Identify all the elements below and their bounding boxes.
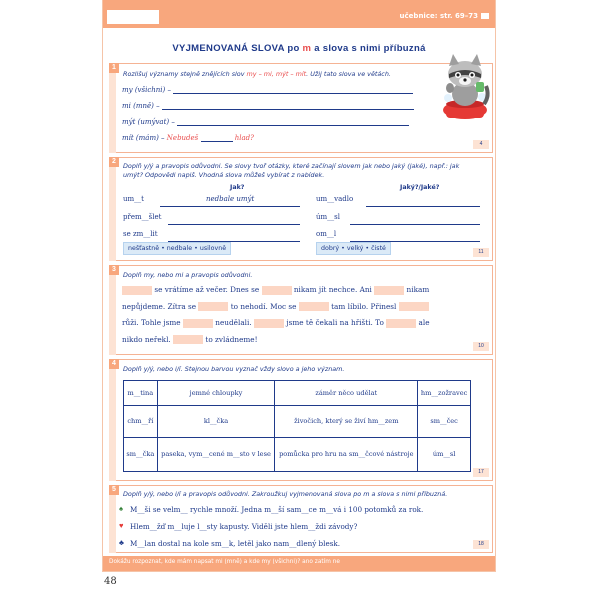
fill-blank[interactable] xyxy=(399,302,429,311)
fill-blank[interactable] xyxy=(183,319,213,328)
answer-line[interactable]: mít (mám) – Nebudeš hlad? xyxy=(122,134,254,142)
points-box: 11 xyxy=(473,248,489,257)
table-cell[interactable]: hm__zožravec xyxy=(418,381,471,406)
header-bar xyxy=(103,0,495,28)
exercise-2 xyxy=(109,157,493,261)
fill-blank[interactable] xyxy=(262,286,292,295)
club-icon: ♣ xyxy=(119,538,124,547)
exercise-3 xyxy=(109,265,493,355)
points-box: 4 xyxy=(473,140,489,149)
points-box: 10 xyxy=(473,342,489,351)
answer-line[interactable]: mi (mně) – xyxy=(122,102,414,110)
fill-blank[interactable] xyxy=(299,302,329,311)
word-to-fill[interactable]: um__t xyxy=(123,195,144,203)
table-cell[interactable]: m__tina xyxy=(124,381,158,406)
sentence[interactable]: M__ši se velm__ rychle množí. Jedna m__ší sam__ce m__vá i 100 potomků za rok. xyxy=(130,505,424,514)
table-cell[interactable]: jemné chloupky xyxy=(157,381,275,406)
page-number: 48 xyxy=(104,576,117,587)
exercise-instruction: Doplň my, nebo mi a pravopis odůvodni. xyxy=(123,271,253,279)
answer-line[interactable]: mýt (umývat) – xyxy=(122,118,409,126)
heart-icon: ♥ xyxy=(119,521,124,530)
hint-options-right: dobrý • velký • čisté xyxy=(316,242,391,255)
word-to-fill[interactable]: se zm__lit xyxy=(123,230,158,238)
question-jak: Jak? xyxy=(230,184,245,191)
question-jaky: Jaký?/Jaké? xyxy=(400,184,440,191)
word-to-fill[interactable]: um__vadlo xyxy=(316,195,354,203)
table-cell[interactable]: paseka, vym__cené m__sto v lese xyxy=(157,438,275,472)
sentence[interactable]: Hlem__žď m__luje l__sty kapusty. Viděli jste hlem__ždi závody? xyxy=(130,522,358,531)
textbook-reference: učebnice: str. 69–73 xyxy=(400,12,489,20)
table-cell[interactable]: úm__sl xyxy=(418,438,471,472)
word-meaning-table xyxy=(123,380,471,472)
workbook-page xyxy=(102,0,496,572)
table-cell[interactable]: sm__čka xyxy=(124,438,158,472)
table-cell[interactable]: pomůcka pro hru na sm__čcové nástroje xyxy=(275,438,418,472)
fill-blank[interactable] xyxy=(122,286,152,295)
exercise-number: 5 xyxy=(109,485,119,495)
header-tab xyxy=(107,10,159,24)
exercise-number: 2 xyxy=(109,157,119,167)
exercise-4 xyxy=(109,359,493,481)
exercise-number: 1 xyxy=(109,63,119,73)
exercise-5 xyxy=(109,485,493,553)
raccoon-illustration xyxy=(436,52,494,124)
points-box: 18 xyxy=(473,540,489,549)
table-cell[interactable]: živočich, který se živí hm__zem xyxy=(275,406,418,438)
book-icon xyxy=(481,13,489,19)
table-cell[interactable]: chm__ří xyxy=(124,406,158,438)
hint-options-left: nešťastně • nedbale • usilovně xyxy=(123,242,231,255)
table-cell[interactable]: kl__čka xyxy=(157,406,275,438)
table-cell[interactable]: záměr něco udělat xyxy=(275,381,418,406)
exercise-instruction: Doplň y/ý, nebo i/í. Stejnou barvou vyznač vždy slovo a jeho význam. xyxy=(123,365,345,373)
example-answer: nedbale umýt xyxy=(206,195,255,203)
sentence[interactable]: M__lan dostal na kole sm__k, letěl jako nam__dlený blesk. xyxy=(130,539,341,548)
spade-icon: ♠ xyxy=(119,504,123,513)
fill-blank[interactable] xyxy=(374,286,404,295)
points-box: 17 xyxy=(473,468,489,477)
self-check-footer xyxy=(103,556,495,571)
fill-paragraph: se vrátíme až večer. Dnes se nikam jít nechce. Ani nikam nepůjdeme. Zítra se to nehodí. Moc se tam líbilo. Přinesl růži. Tohle jsme neudělali. jsme tě čekali na hřišti. To ale nikdo neřekl. to zvládneme! xyxy=(122,285,430,344)
self-check-text: Dokážu rozpoznat, kde mám napsat mi (mně) a kde my (všichni)? ano zatím ne xyxy=(109,559,340,565)
exercise-instruction: Doplň y/ý, nebo i/í a pravopis odůvodni. Zakroužkuj vyjmenovaná slova po m a slova s nimi příbuzná. xyxy=(123,490,448,498)
answer-line[interactable]: my (všichni) – xyxy=(122,86,413,94)
fill-blank[interactable] xyxy=(173,335,203,344)
word-to-fill[interactable]: om__l xyxy=(316,230,337,238)
exercise-number: 4 xyxy=(109,359,119,369)
fill-blank[interactable] xyxy=(386,319,416,328)
word-to-fill[interactable]: přem__šlet xyxy=(123,213,162,221)
fill-blank[interactable] xyxy=(254,319,284,328)
word-to-fill[interactable]: úm__sl xyxy=(316,213,340,221)
exercise-number: 3 xyxy=(109,265,119,275)
exercise-instruction: Rozlišuj významy stejně znějících slov my – mi, mýt – mít. Užij tato slova ve větách. xyxy=(123,70,391,78)
exercise-instruction: Doplň y/ý a pravopis odůvodni. Se slovy tvoř otázky, které začínají slovem jak nebo jaký (jaké), např.: jak umýt? Odpovědi napiš. Vhodná slova můžeš vybírat z nabídek. xyxy=(123,162,460,179)
page-title: VYJMENOVANÁ SLOVA po m a slova s nimi příbuzná xyxy=(172,43,426,54)
fill-blank[interactable] xyxy=(198,302,228,311)
table-cell[interactable]: sm__čec xyxy=(418,406,471,438)
